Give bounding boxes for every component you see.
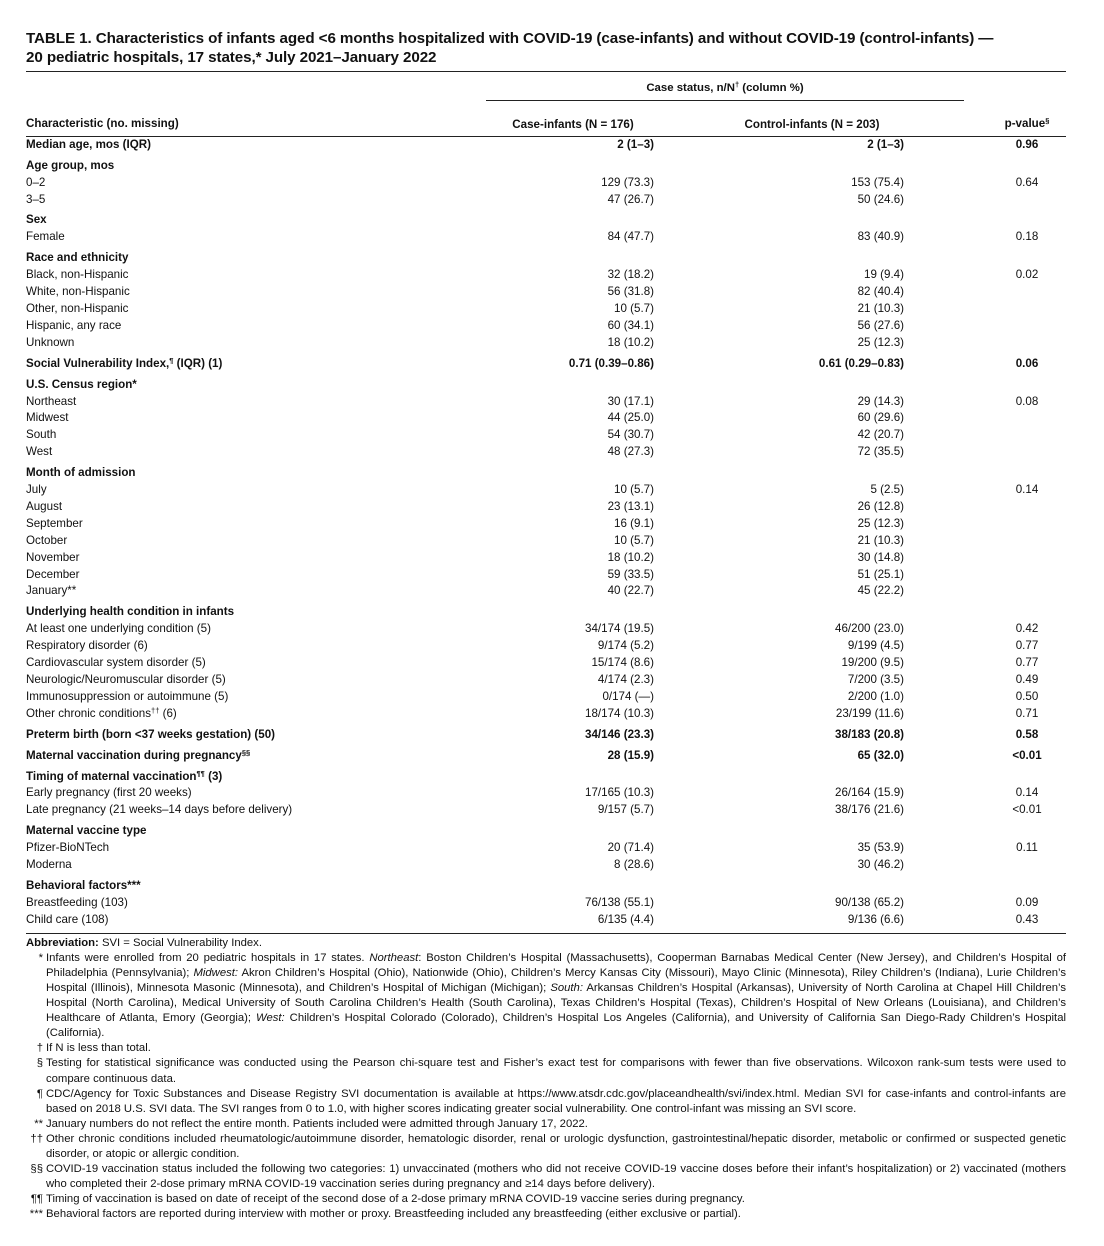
row-label: Timing of maternal vaccination¶¶ (3)	[26, 768, 223, 783]
footnote	[26, 951, 1066, 1042]
control-infants-cell: 7/200 (3.5)	[847, 673, 904, 686]
control-infants-cell: 90/138 (65.2)	[835, 895, 904, 909]
case-infants-cell: 54 (30.7)	[607, 428, 654, 442]
table-row	[26, 461, 1066, 482]
control-infants-cell	[660, 461, 964, 482]
row-label: White, non-Hispanic	[26, 285, 130, 299]
control-infants-cell: 0.61 (0.29–0.83)	[818, 356, 904, 370]
control-infants-cell: 46/200 (23.0)	[835, 622, 904, 636]
case-infants-cell: 56 (31.8)	[607, 285, 654, 299]
control-infants-cell: 38/176 (21.6)	[835, 803, 904, 817]
row-label: July	[26, 483, 47, 497]
case-infants-cell: 76/138 (55.1)	[585, 895, 654, 909]
column-header-row	[26, 100, 1066, 136]
row-label: 3–5	[26, 192, 46, 206]
row-label: August	[26, 499, 63, 513]
footnote-mark: *	[38, 951, 43, 964]
p-value-cell: 0.77	[1015, 639, 1039, 653]
row-label: January**	[26, 584, 77, 598]
case-infants-cell: 16 (9.1)	[614, 516, 654, 530]
control-infants-cell: 21 (10.3)	[857, 533, 904, 547]
row-label: September	[26, 516, 83, 530]
row-label: Early pregnancy (first 20 weeks)	[26, 786, 192, 800]
p-value-cell: 0.02	[1015, 268, 1039, 282]
row-label: Child care (108)	[26, 912, 109, 926]
table-row	[26, 267, 1066, 284]
footnote	[26, 1056, 1066, 1086]
table-row	[26, 819, 1066, 840]
case-infants-cell	[486, 874, 660, 895]
table-row	[26, 192, 1066, 209]
control-infants-cell: 21 (10.3)	[857, 301, 904, 315]
case-infants-cell	[486, 765, 660, 786]
p-value-cell: 0.18	[1015, 230, 1039, 244]
footnote-mark: ¶	[36, 1087, 43, 1100]
p-value-cell: 0.06	[1015, 356, 1039, 370]
control-infants-cell: 25 (12.3)	[857, 516, 904, 530]
case-infants-cell	[486, 461, 660, 482]
case-infants-cell: 30 (17.1)	[607, 394, 654, 408]
row-label: West	[26, 445, 53, 459]
p-value-cell	[964, 192, 1066, 209]
footnote-text: Behavioral factors are reported during interview with mother or proxy. Breastfeeding included any breastfeeding (either exclusive or partial).	[46, 1208, 741, 1221]
control-infants-cell: 26 (12.8)	[857, 499, 904, 513]
row-label: December	[26, 567, 80, 581]
p-value-cell: <0.01	[1012, 803, 1042, 817]
case-infants-cell	[486, 154, 660, 175]
p-value-cell: 0.96	[1015, 137, 1039, 151]
control-infants-cell: 19 (9.4)	[864, 268, 904, 282]
table-body	[26, 136, 1066, 932]
case-infants-cell: 34/174 (19.5)	[585, 622, 654, 636]
case-infants-cell: 48 (27.3)	[607, 445, 654, 459]
control-infants-cell: 29 (14.3)	[857, 394, 904, 408]
table-row	[26, 533, 1066, 550]
p-value-cell	[964, 154, 1066, 175]
footnote	[26, 1192, 1066, 1207]
p-value-cell	[964, 516, 1066, 533]
p-value-cell	[964, 550, 1066, 567]
case-infants-cell: 32 (18.2)	[607, 268, 654, 282]
control-infants-cell	[660, 154, 964, 175]
control-infants-cell: 30 (46.2)	[857, 858, 904, 872]
footnote-mark: **	[34, 1117, 43, 1130]
table-row	[26, 208, 1066, 229]
row-label: Cardiovascular system disorder (5)	[26, 656, 206, 670]
table-row	[26, 301, 1066, 318]
case-infants-cell	[486, 373, 660, 394]
row-label: Underlying health condition in infants	[26, 605, 235, 619]
control-infants-cell: 56 (27.6)	[857, 318, 904, 332]
case-infants-cell: 129 (73.3)	[601, 175, 654, 189]
control-infants-cell: 5 (2.5)	[870, 483, 904, 497]
p-value-cell	[964, 857, 1066, 874]
p-value-cell	[964, 499, 1066, 516]
table-row	[26, 583, 1066, 600]
row-label: Midwest	[26, 411, 69, 425]
p-value-cell	[964, 600, 1066, 621]
p-value-header: p-value§	[964, 100, 1066, 136]
table-row	[26, 874, 1066, 895]
footnote-text: Other chronic conditions included rheumatologic/autoimmune disorder, hematologic disorder, renal or urologic dysfunction, gastrointestinal/hepatic disorder, metabolic or confirmed or suspected genetic disorder, or atopic or allergic condition.	[46, 1132, 1066, 1160]
control-infants-cell: 26/164 (15.9)	[835, 786, 904, 800]
table-row	[26, 672, 1066, 689]
p-value-cell: 0.11	[1016, 841, 1038, 855]
control-infants-cell	[660, 874, 964, 895]
p-value-cell	[964, 246, 1066, 267]
row-label: Neurologic/Neuromuscular disorder (5)	[26, 673, 226, 686]
row-label: U.S. Census region*	[26, 377, 137, 391]
case-infants-cell: 17/165 (10.3)	[585, 786, 654, 800]
row-label: Preterm birth (born <37 weeks gestation) (50)	[26, 727, 276, 741]
table-row	[26, 410, 1066, 427]
control-infants-cell: 2 (1–3)	[867, 137, 904, 151]
case-infants-cell: 4/174 (2.3)	[597, 673, 654, 686]
table-row	[26, 802, 1066, 819]
footnote	[26, 1132, 1066, 1162]
p-value-cell: 0.49	[1015, 673, 1039, 686]
row-label: Sex	[26, 213, 47, 227]
case-infants-cell: 44 (25.0)	[607, 411, 654, 425]
row-label: 0–2	[26, 175, 46, 189]
footnote-text: If N is less than total.	[46, 1042, 151, 1055]
control-infants-cell: 25 (12.3)	[857, 335, 904, 349]
p-value-cell	[964, 301, 1066, 318]
footnote-mark: †	[36, 1042, 43, 1055]
table-row	[26, 373, 1066, 394]
table-row	[26, 154, 1066, 175]
case-status-header: Case status, n/N† (column %)	[486, 72, 964, 100]
row-label: Respiratory disorder (6)	[26, 639, 148, 653]
p-value-cell	[964, 533, 1066, 550]
table-title-line-2: 20 pediatric hospitals, 17 states,* July 2021–January 2022	[26, 49, 437, 66]
table-title	[26, 29, 1066, 67]
case-infants-header: Case-infants (N = 176)	[486, 100, 660, 136]
control-infants-cell: 23/199 (11.6)	[835, 706, 904, 720]
case-infants-cell: 8 (28.6)	[614, 858, 654, 872]
characteristics-table	[26, 72, 1066, 933]
footnote-text: CDC/Agency for Toxic Substances and Disease Registry SVI documentation is available at https://www.atsdr.cdc.gov/placeandhealth/svi/index.html. Median SVI for case-infants and control-infants are based on 2018 U.S. SVI data. The SVI ranges from 0 to 1.0, with higher scores indicating greater social vulnerability. One control-infant was missing an SVI score.	[46, 1087, 1066, 1115]
case-infants-cell: 10 (5.7)	[614, 301, 654, 315]
table-row	[26, 427, 1066, 444]
control-infants-cell	[660, 600, 964, 621]
control-infants-cell: 19/200 (9.5)	[841, 656, 904, 670]
footnote-mark: ††	[30, 1132, 43, 1145]
table-notes	[26, 936, 1066, 1223]
footnote-mark: §	[36, 1057, 43, 1070]
footnote	[26, 1117, 1066, 1132]
footnote	[26, 1087, 1066, 1117]
case-infants-cell: 18 (10.2)	[607, 335, 654, 349]
control-infants-cell: 72 (35.5)	[857, 445, 904, 459]
control-infants-cell: 153 (75.4)	[851, 175, 904, 189]
case-infants-cell	[486, 208, 660, 229]
control-infants-cell: 30 (14.8)	[857, 550, 904, 564]
table-end-rule	[26, 933, 1066, 934]
p-value-cell: 0.42	[1015, 622, 1039, 636]
p-value-cell	[964, 567, 1066, 584]
table-row	[26, 840, 1066, 857]
footnote-text: COVID-19 vaccination status included the following two categories: 1) unvaccinated (mothers who did not receive COVID-19 vaccine doses before their infant’s hospitalization) or 2) vaccinated (mothers who completed their 2-dose primary mRNA COVID-19 vaccination series during pregnancy and ≥14 days before delivery).	[46, 1163, 1066, 1191]
table-title-line-1: TABLE 1. Characteristics of infants aged <6 months hospitalized with COVID-19 (case-infants) and without COVID-19 (control-infants) —	[26, 30, 994, 47]
case-infants-cell: 6/135 (4.4)	[597, 912, 654, 926]
case-infants-cell: 15/174 (8.6)	[591, 656, 654, 670]
control-infants-cell: 83 (40.9)	[857, 230, 904, 244]
case-infants-cell: 23 (13.1)	[607, 499, 654, 513]
case-infants-cell: 0/174 (—)	[602, 689, 654, 703]
case-infants-cell: 10 (5.7)	[614, 533, 654, 547]
control-infants-cell	[660, 208, 964, 229]
p-value-cell: 0.43	[1015, 912, 1039, 926]
row-label: Breastfeeding (103)	[26, 895, 128, 909]
table-row	[26, 284, 1066, 301]
row-label: Race and ethnicity	[26, 251, 129, 265]
table-row	[26, 744, 1066, 765]
p-value-cell: 0.09	[1015, 895, 1039, 909]
table-row	[26, 655, 1066, 672]
row-label: November	[26, 550, 80, 564]
row-label: Unknown	[26, 335, 75, 349]
p-value-cell	[964, 335, 1066, 352]
row-label: October	[26, 533, 68, 547]
table-row	[26, 765, 1066, 786]
p-value-cell: 0.08	[1015, 394, 1039, 408]
control-infants-cell: 9/136 (6.6)	[847, 912, 904, 926]
case-infants-cell: 18/174 (10.3)	[585, 706, 654, 720]
case-infants-cell: 9/174 (5.2)	[597, 639, 654, 653]
abbreviation-note: Abbreviation: SVI = Social Vulnerability Index.	[26, 936, 262, 949]
table-row	[26, 723, 1066, 744]
p-value-cell	[964, 284, 1066, 301]
table-row	[26, 689, 1066, 706]
case-infants-cell: 59 (33.5)	[607, 567, 654, 581]
row-label: Black, non-Hispanic	[26, 268, 129, 282]
footnote-text: Infants were enrolled from 20 pediatric hospitals in 17 states. Northeast: Boston Children’s Hospital (Massachusetts), Cooperman Barnabas Medical Center (New Jersey), and Children’s Hospital of Philadelphia (Pennsylvania); Midwest: Akron Children’s Hospital (Ohio), Nationwide (Ohio), Children’s Mercy Kansas City (Missouri), Mayo Clinic (Minnesota), Riley Children’s (Indiana), Lurie Children’s Hospital (Illinois), Minnesota Masonic (Minnesota), and Children’s Hospital of Michigan (Michigan); South: Arkansas Children’s Hospital (Arkansas), University of North Carolina at Chapel Hill Children’s Hospital (North Carolina), Medical University of South Carolina Children’s Health (South Carolina), Texas Children’s Hospital (Texas), Children’s Hospital of New Orleans (Louisiana), and Children’s Healthcare of Atlanta, Emory (Georgia); West: Children’s Hospital Colorado (Colorado), Children’s Hospital Los Angeles (California), and University of California San Diego-Rady Children’s Hospital (California).	[46, 951, 1066, 1040]
table-row	[26, 912, 1066, 933]
control-infants-cell: 38/183 (20.8)	[835, 727, 904, 741]
control-infants-cell	[660, 819, 964, 840]
row-label: Other, non-Hispanic	[26, 301, 129, 315]
control-infants-header: Control-infants (N = 203)	[660, 100, 964, 136]
footnote	[26, 1207, 1066, 1222]
row-label: Immunosuppression or autoimmune (5)	[26, 689, 229, 703]
footnote-mark: §§	[30, 1163, 43, 1176]
p-value-cell: 0.71	[1015, 706, 1039, 720]
table-row	[26, 895, 1066, 912]
row-label: At least one underlying condition (5)	[26, 622, 211, 636]
table-row	[26, 229, 1066, 246]
row-label: Maternal vaccination during pregnancy§§	[26, 747, 251, 762]
row-label: Female	[26, 230, 65, 244]
p-value-cell	[964, 765, 1066, 786]
control-infants-cell: 2/200 (1.0)	[847, 689, 904, 703]
table-row	[26, 600, 1066, 621]
control-infants-cell	[660, 765, 964, 786]
p-value-cell	[964, 444, 1066, 461]
characteristic-header: Characteristic (no. missing)	[26, 100, 486, 136]
control-infants-cell: 45 (22.2)	[857, 584, 904, 598]
row-label: Behavioral factors***	[26, 878, 141, 892]
case-status-header-row	[26, 72, 1066, 100]
footnotes	[26, 951, 1066, 1223]
p-value-cell	[964, 819, 1066, 840]
footnote-text: Testing for statistical significance was conducted using the Pearson chi-square test and Fisher’s exact test for comparisons with fewer than five observations. Wilcoxon rank-sum tests were used to compare continuous data.	[46, 1057, 1066, 1085]
case-infants-cell	[486, 600, 660, 621]
case-infants-cell: 9/157 (5.7)	[597, 803, 654, 817]
table-row	[26, 335, 1066, 352]
control-infants-cell	[660, 373, 964, 394]
row-label: Hispanic, any race	[26, 318, 122, 332]
p-value-cell	[964, 373, 1066, 394]
p-value-cell: 0.50	[1015, 689, 1039, 703]
table-row	[26, 394, 1066, 411]
p-value-cell	[964, 410, 1066, 427]
row-label: Pfizer-BioNTech	[26, 841, 110, 855]
control-infants-cell	[660, 246, 964, 267]
footnote	[26, 1162, 1066, 1192]
p-value-cell	[964, 461, 1066, 482]
p-value-cell	[964, 318, 1066, 335]
p-value-cell	[964, 208, 1066, 229]
table-row	[26, 175, 1066, 192]
p-value-cell: 0.58	[1015, 727, 1039, 741]
table-row	[26, 638, 1066, 655]
table-row	[26, 246, 1066, 267]
case-infants-cell: 10 (5.7)	[614, 483, 654, 497]
control-infants-cell: 51 (25.1)	[857, 567, 904, 581]
row-label: Median age, mos (IQR)	[26, 137, 151, 151]
table-row	[26, 567, 1066, 584]
case-infants-cell	[486, 819, 660, 840]
p-value-cell: 0.77	[1015, 656, 1039, 670]
table-row	[26, 482, 1066, 499]
table-row	[26, 318, 1066, 335]
control-infants-cell: 35 (53.9)	[857, 841, 904, 855]
case-infants-cell: 60 (34.1)	[607, 318, 654, 332]
case-infants-cell	[486, 246, 660, 267]
control-infants-cell: 60 (29.6)	[857, 411, 904, 425]
case-infants-cell: 2 (1–3)	[617, 137, 654, 151]
case-infants-cell: 20 (71.4)	[607, 841, 654, 855]
p-value-cell: 0.14	[1015, 483, 1039, 497]
case-infants-cell: 34/146 (23.3)	[585, 727, 654, 741]
p-value-cell: 0.14	[1015, 786, 1039, 800]
table-row	[26, 516, 1066, 533]
p-value-cell	[964, 427, 1066, 444]
p-value-cell: 0.64	[1015, 175, 1039, 189]
p-value-cell: <0.01	[1012, 748, 1042, 762]
footnote-text: January numbers do not reflect the entire month. Patients included were admitted through January 17, 2022.	[46, 1117, 588, 1130]
row-label: Moderna	[26, 858, 72, 872]
footnote-mark: ***	[29, 1208, 43, 1221]
row-label: Month of admission	[26, 466, 136, 480]
row-label: Age group, mos	[26, 158, 115, 172]
row-label: Maternal vaccine type	[26, 824, 147, 838]
footnote-text: Timing of vaccination is based on date of receipt of the second dose of a 2-dose primary mRNA COVID-19 vaccine series during pregnancy.	[46, 1193, 745, 1206]
table-row	[26, 550, 1066, 567]
control-infants-cell: 82 (40.4)	[857, 285, 904, 299]
p-value-cell	[964, 583, 1066, 600]
case-infants-cell: 47 (26.7)	[607, 192, 654, 206]
case-infants-cell: 84 (47.7)	[607, 230, 654, 244]
table-row	[26, 621, 1066, 638]
table-row	[26, 136, 1066, 153]
row-label: South	[26, 428, 57, 442]
table-row	[26, 857, 1066, 874]
footnote	[26, 1041, 1066, 1056]
case-infants-cell: 0.71 (0.39–0.86)	[568, 356, 654, 370]
table-row	[26, 785, 1066, 802]
table-row	[26, 499, 1066, 516]
row-label: Other chronic conditions†† (6)	[26, 705, 177, 720]
footnote-mark: ¶¶	[30, 1193, 43, 1206]
row-label: Northeast	[26, 394, 77, 408]
case-infants-cell: 18 (10.2)	[607, 550, 654, 564]
case-infants-cell: 40 (22.7)	[607, 584, 654, 598]
p-value-cell	[964, 874, 1066, 895]
table-row	[26, 352, 1066, 373]
control-infants-cell: 9/199 (4.5)	[847, 639, 904, 653]
table-row	[26, 706, 1066, 723]
case-infants-cell: 28 (15.9)	[607, 748, 654, 762]
control-infants-cell: 65 (32.0)	[857, 748, 904, 762]
control-infants-cell: 42 (20.7)	[857, 428, 904, 442]
row-label: Late pregnancy (21 weeks–14 days before delivery)	[26, 803, 293, 817]
row-label: Social Vulnerability Index,¶ (IQR) (1)	[26, 355, 223, 370]
table-row	[26, 444, 1066, 461]
control-infants-cell: 50 (24.6)	[857, 192, 904, 206]
